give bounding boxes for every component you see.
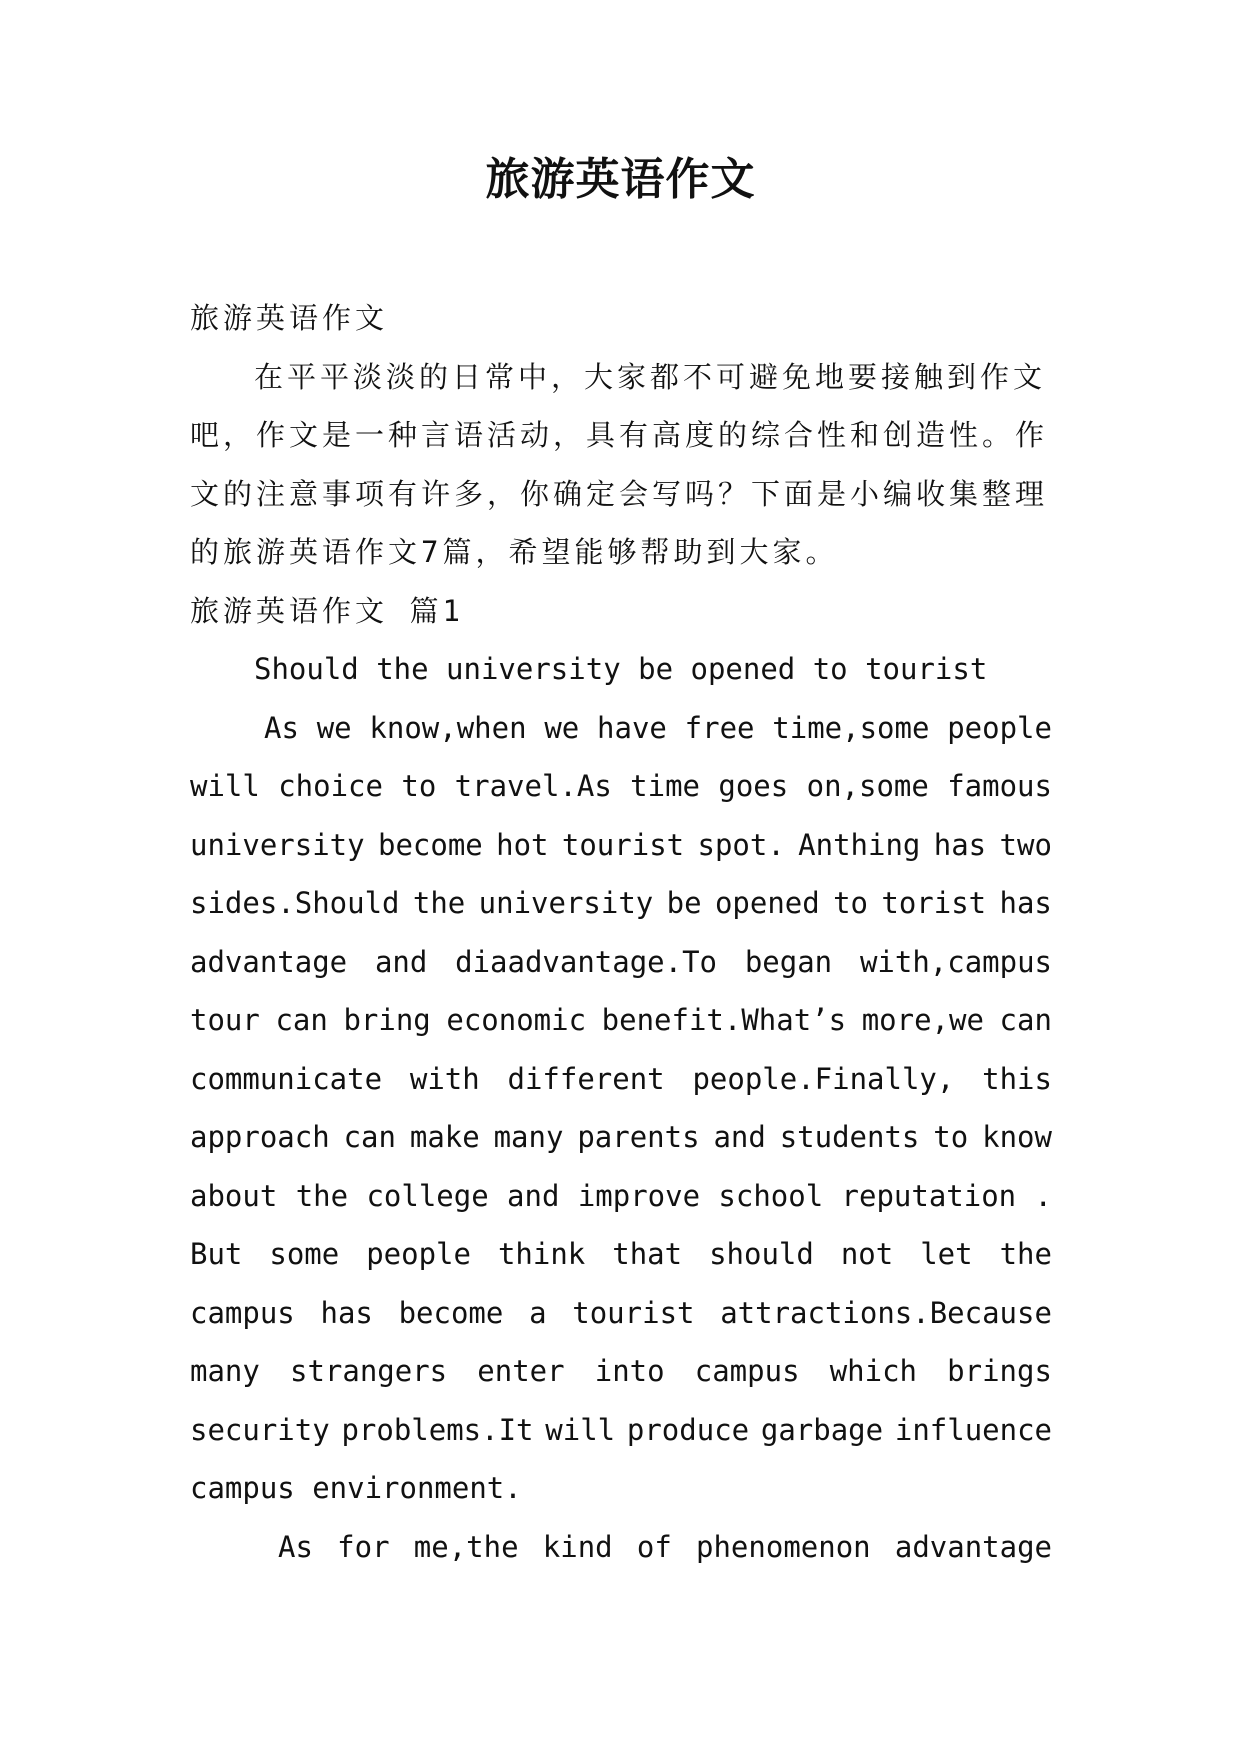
word: brings bbox=[947, 1354, 1052, 1388]
word: tour bbox=[190, 1003, 260, 1037]
word: become bbox=[398, 1295, 504, 1330]
word: the bbox=[295, 1178, 349, 1213]
text-line bbox=[190, 991, 1052, 1050]
document-title: 旅游英语作文 bbox=[485, 154, 756, 205]
word: tourist bbox=[572, 1295, 695, 1330]
word: produce bbox=[626, 1412, 750, 1447]
word: have bbox=[597, 710, 667, 745]
word: some bbox=[269, 1237, 340, 1271]
word: time,some bbox=[772, 710, 930, 745]
text-line bbox=[190, 1401, 1052, 1460]
word: let bbox=[920, 1237, 973, 1271]
word: can bbox=[343, 1120, 396, 1154]
word: with bbox=[409, 1061, 480, 1096]
word: Anthing bbox=[798, 827, 921, 862]
word: problems.It bbox=[341, 1412, 534, 1447]
word: As bbox=[278, 1529, 313, 1564]
word: choice bbox=[278, 769, 383, 803]
word: we bbox=[544, 710, 580, 745]
word: advantage bbox=[894, 1529, 1052, 1564]
word: become bbox=[377, 827, 483, 862]
word: a bbox=[529, 1295, 547, 1330]
word: free bbox=[684, 710, 755, 745]
text-line: 旅游英语作文 bbox=[190, 301, 389, 335]
word: attractions.Because bbox=[720, 1295, 1052, 1330]
word: and bbox=[507, 1178, 560, 1213]
word: to bbox=[933, 1120, 969, 1154]
text-line bbox=[190, 1518, 1052, 1577]
word: students bbox=[779, 1120, 920, 1154]
word: to bbox=[833, 886, 868, 920]
word: benefit.What’s bbox=[601, 1003, 847, 1037]
word: improve bbox=[577, 1178, 701, 1213]
word: began bbox=[744, 944, 833, 979]
word: that bbox=[612, 1237, 683, 1271]
word: bring bbox=[343, 1003, 431, 1037]
word: campus bbox=[694, 1354, 800, 1388]
word: know,when bbox=[369, 710, 527, 745]
word: enter bbox=[477, 1354, 565, 1388]
word: the bbox=[999, 1237, 1052, 1271]
word: strangers bbox=[290, 1354, 448, 1388]
word: we bbox=[316, 710, 352, 745]
word: will bbox=[190, 769, 260, 803]
word: think bbox=[497, 1237, 586, 1271]
word: torist bbox=[881, 886, 987, 920]
word: more,we bbox=[861, 1003, 984, 1037]
word: the bbox=[412, 886, 466, 920]
word: different bbox=[507, 1061, 665, 1096]
word: travel.As bbox=[454, 769, 612, 803]
text-line: campus environment. bbox=[190, 1471, 522, 1505]
word: influence bbox=[894, 1412, 1052, 1447]
word: sides.Should bbox=[190, 886, 400, 920]
word: communicate bbox=[190, 1061, 383, 1096]
text-line bbox=[190, 1050, 1052, 1109]
document-body bbox=[190, 289, 1052, 1576]
word: goes bbox=[718, 769, 789, 803]
word: . bbox=[1034, 1178, 1052, 1213]
word: has bbox=[933, 827, 987, 862]
word: and bbox=[374, 944, 428, 979]
word: tourist bbox=[561, 827, 685, 862]
word: diaadvantage.To bbox=[455, 944, 718, 979]
text-line bbox=[190, 933, 1052, 992]
word: people bbox=[366, 1237, 471, 1271]
text-line bbox=[190, 1284, 1052, 1343]
word: to bbox=[401, 769, 437, 803]
word: about bbox=[190, 1178, 278, 1213]
word: economic bbox=[446, 1003, 587, 1037]
text-line bbox=[190, 816, 1052, 875]
text-line bbox=[190, 874, 1052, 933]
word: many bbox=[493, 1120, 564, 1154]
word: into bbox=[594, 1354, 665, 1388]
word: will bbox=[545, 1412, 616, 1447]
word: garbage bbox=[760, 1412, 884, 1447]
text-line: 的旅游英语作文7篇，希望能够帮助到大家。 bbox=[190, 535, 839, 569]
word: make bbox=[409, 1120, 480, 1154]
word: many bbox=[190, 1354, 260, 1388]
word: security bbox=[190, 1412, 330, 1447]
text-line bbox=[190, 1167, 1052, 1226]
word: me,the bbox=[413, 1529, 519, 1564]
word: But bbox=[190, 1237, 243, 1271]
word: school bbox=[718, 1178, 824, 1213]
word: kind bbox=[542, 1529, 613, 1564]
text-line bbox=[190, 1342, 1052, 1401]
text-line bbox=[190, 699, 1052, 758]
text-line: Should the university be opened to tourist bbox=[254, 652, 988, 686]
word: of bbox=[636, 1529, 672, 1564]
word: opened bbox=[714, 886, 820, 920]
word: be bbox=[666, 886, 702, 920]
word: has bbox=[320, 1295, 373, 1330]
word: with,campus bbox=[859, 944, 1052, 979]
word: university bbox=[478, 886, 654, 920]
word: and bbox=[713, 1120, 766, 1154]
text-line: 旅游英语作文 篇1 bbox=[190, 593, 464, 628]
word: know bbox=[982, 1120, 1052, 1154]
word: has bbox=[999, 886, 1052, 920]
word: people.Finally, bbox=[692, 1061, 955, 1096]
word: two bbox=[999, 827, 1052, 862]
word: people bbox=[947, 710, 1052, 745]
word: As bbox=[264, 710, 299, 745]
word: phenomenon bbox=[696, 1529, 871, 1564]
word: college bbox=[366, 1178, 489, 1213]
word: advantage bbox=[190, 944, 348, 979]
word: can bbox=[275, 1003, 328, 1037]
word: reputation bbox=[841, 1178, 1017, 1213]
word: hot bbox=[496, 827, 549, 862]
word: on,some bbox=[806, 769, 929, 803]
word: spot. bbox=[697, 827, 785, 862]
word: parents bbox=[577, 1120, 700, 1154]
word: not bbox=[840, 1237, 894, 1271]
text-line: 在平平淡淡的日常中，大家都不可避免地要接触到作文 bbox=[254, 359, 1047, 394]
word: this bbox=[982, 1061, 1052, 1096]
word: famous bbox=[947, 769, 1052, 803]
word: approach bbox=[190, 1120, 330, 1154]
word: which bbox=[829, 1354, 917, 1388]
word: university bbox=[190, 827, 365, 862]
word: can bbox=[999, 1003, 1052, 1037]
text-line bbox=[190, 1108, 1052, 1167]
word: for bbox=[337, 1529, 390, 1564]
text-line: 吧，作文是一种言语活动，具有高度的综合性和创造性。作 bbox=[190, 418, 1049, 452]
word: campus bbox=[190, 1295, 295, 1330]
text-line: 文的注意事项有许多，你确定会写吗？下面是小编收集整理 bbox=[190, 476, 1049, 511]
word: time bbox=[630, 769, 701, 803]
text-line bbox=[190, 757, 1052, 816]
text-line bbox=[190, 1225, 1052, 1284]
word: should bbox=[709, 1237, 814, 1271]
